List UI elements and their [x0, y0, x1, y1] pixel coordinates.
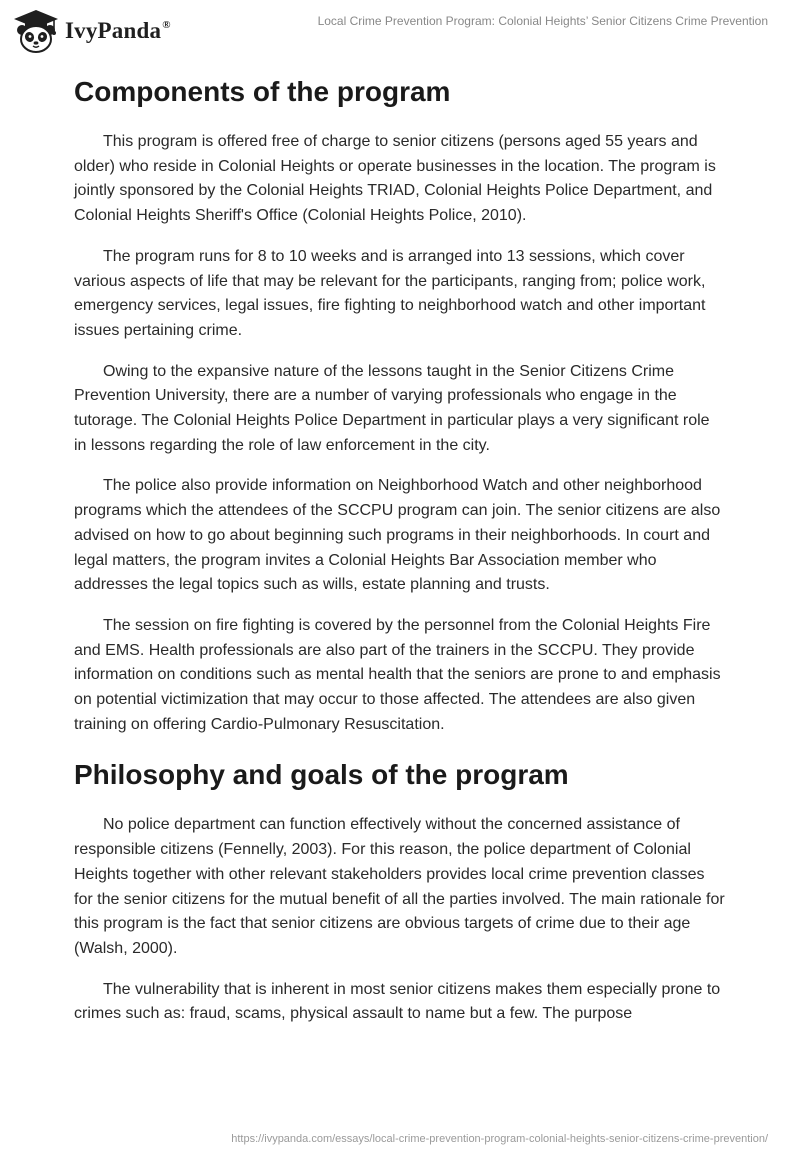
document-title: Local Crime Prevention Program: Colonial Heights’ Senior Citizens Crime Prevention	[317, 14, 768, 28]
paragraph: The police also provide information on Neighborhood Watch and other neighborhood programs which the attendees of the SCCPU program can join. The senior citizens are also advised on how to go about beginning such programs in their neighborhoods. In court and legal matters, the program invites a Colonial Heights Bar Association member who addresses the legal topics such as wills, estate planning and trusts.	[74, 477, 721, 594]
source-url[interactable]: https://ivypanda.com/essays/local-crime-prevention-program-colonial-heights-senior-citizens-crime-prevention/	[231, 1133, 768, 1145]
essay-content	[74, 72, 726, 1043]
paragraph: The program runs for 8 to 10 weeks and is arranged into 13 sessions, which cover various aspects of life that may be relevant for the participants, ranging from; police work, emergency services, legal issues, fire fighting to neighborhood watch and other important issues pertaining crime.	[74, 247, 706, 339]
page-header	[0, 0, 800, 62]
section-heading-philosophy: Philosophy and goals of the program	[74, 759, 569, 791]
brand-name: IvyPanda®	[65, 18, 171, 43]
panda-graduate-icon	[12, 8, 60, 54]
ivypanda-logo[interactable]	[12, 8, 171, 54]
paragraph: The session on fire fighting is covered by the personnel from the Colonial Heights Fire and EMS. Health professionals are also part of the trainers in the SCCPU. They provide information on conditions such as mental health that the seniors are prone to and emphasis on potential victimization that may occur to those affected. The attendees are also given training on offering Cardio-Pulmonary Resuscitation.	[74, 616, 721, 733]
paragraph: This program is offered free of charge to senior citizens (persons aged 55 years and older) who reside in Colonial Heights or operate businesses in the location. The program is jointly sponsored by the Colonial Heights TRIAD, Colonial Heights Police Department, and Colonial Heights Sheriff's Office (Colonial Heights Police, 2010).	[74, 133, 716, 225]
paragraph: Owing to the expansive nature of the lessons taught in the Senior Citizens Crime Prevention University, there are a number of varying professionals who engage in the tutorage. The Colonial Heights Police Department in particular plays a very significant role in lessons regarding the role of law enforcement in the city.	[74, 362, 710, 454]
paragraph: No police department can function effectively without the concerned assistance of responsible citizens (Fennelly, 2003). For this reason, the police department of Colonial Heights together with other relevant stakeholders provides local crime prevention classes for the senior citizens for the mutual benefit of all the parties involved. The main rationale for this program is the fact that senior citizens are obvious targets of crime due to their age (Walsh, 2000).	[74, 816, 725, 957]
paragraph: The vulnerability that is inherent in most senior citizens makes them especially prone to crimes such as: fraud, scams, physical assault to name but a few. The purpose	[74, 980, 721, 1023]
section-heading-components: Components of the program	[74, 76, 451, 107]
